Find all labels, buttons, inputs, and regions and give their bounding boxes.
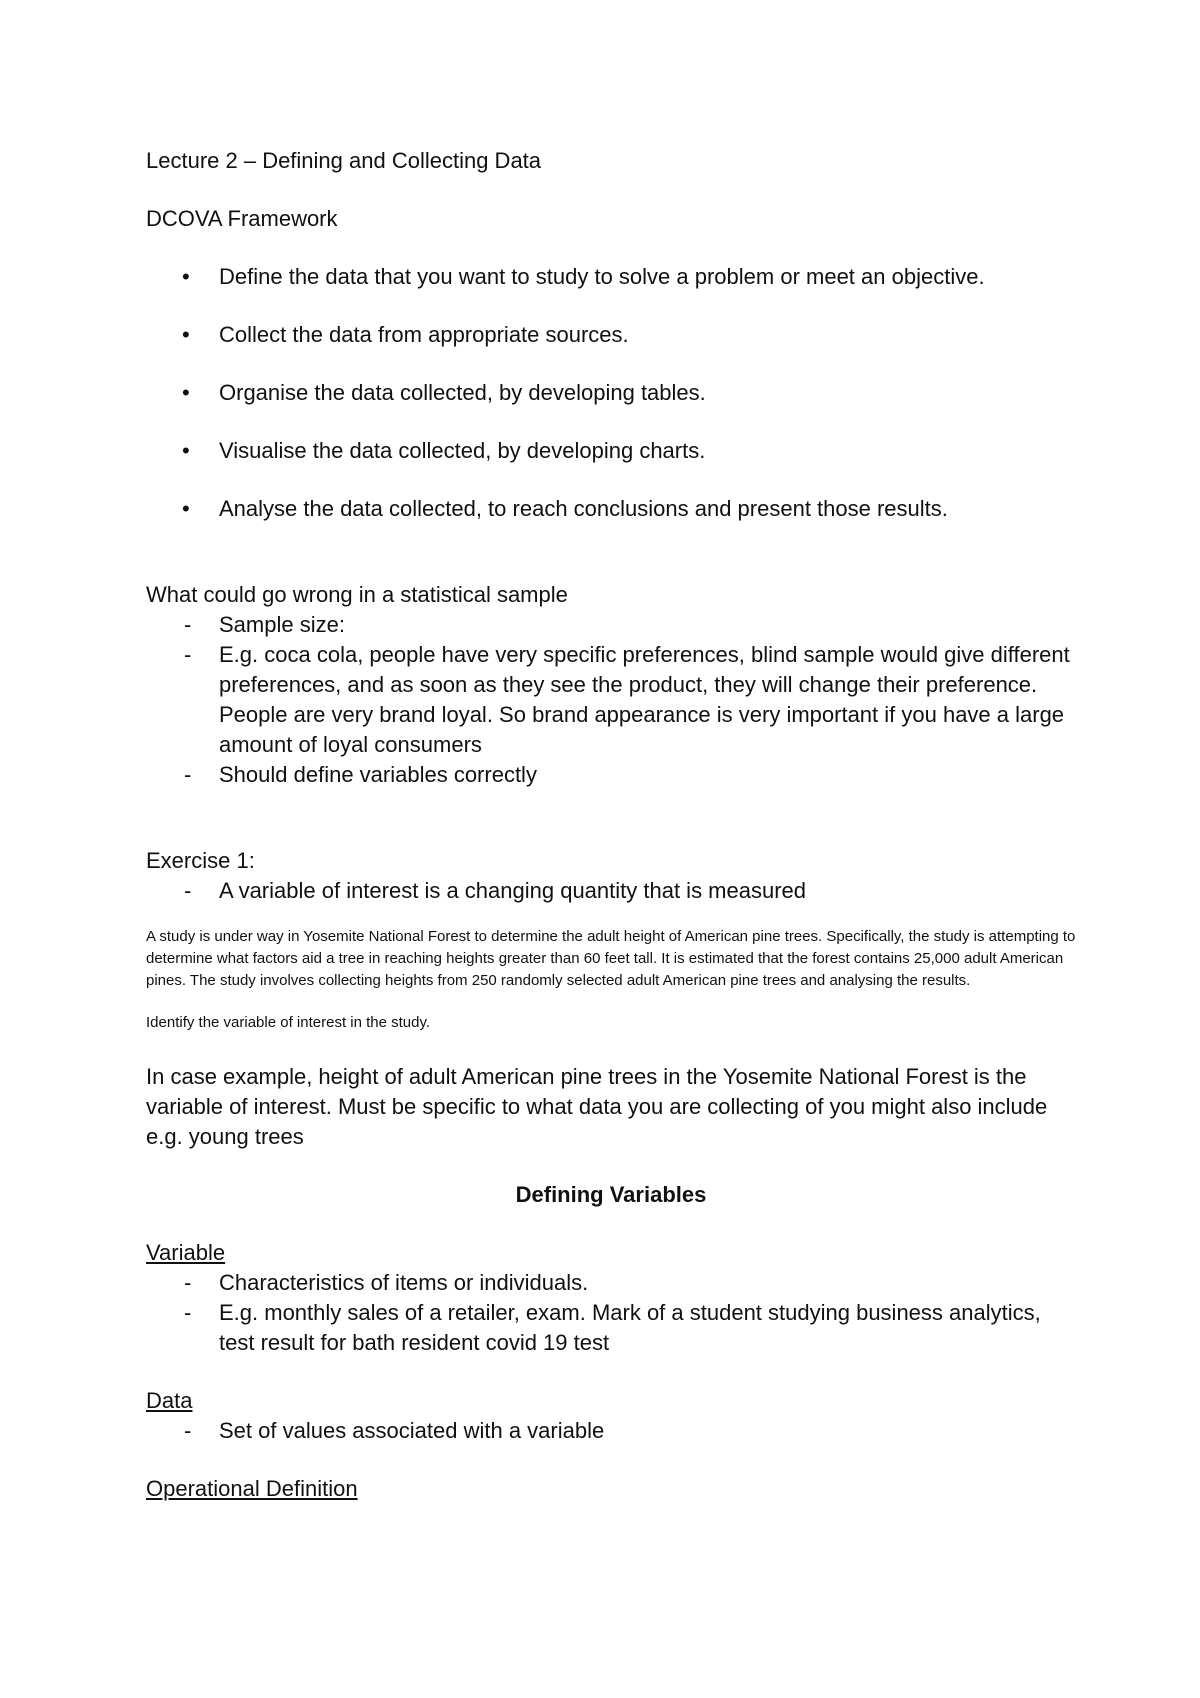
wrong-list — [146, 610, 1076, 790]
bullet-icon: • — [182, 322, 190, 347]
operational-heading: Operational Definition — [146, 1476, 358, 1501]
list-item: • Visualise the data collected, by developing charts. — [146, 436, 1076, 466]
list-item: • Collect the data from appropriate sources. — [146, 320, 1076, 350]
dcova-list — [146, 262, 1076, 524]
bullet-icon: • — [182, 380, 190, 405]
wrong-heading: What could go wrong in a statistical sample — [146, 582, 568, 607]
dash-icon: - — [184, 1418, 192, 1443]
section-heading: Defining Variables — [515, 1182, 707, 1207]
bullet-icon: • — [182, 438, 190, 463]
page-title: Lecture 2 – Defining and Collecting Data — [146, 148, 542, 173]
exercise-heading: Exercise 1: — [146, 848, 255, 873]
dash-icon: - — [184, 642, 192, 667]
dash-icon: - — [184, 1300, 192, 1325]
answer-paragraph: In case example, height of adult American pine trees in the Yosemite National Forest is the variable of interest. Must be specific to what data you are collecting of you might also include e.g. young trees — [146, 1064, 1048, 1149]
document-page — [146, 146, 1076, 1504]
bullet-icon: • — [182, 496, 190, 521]
list-item: - Characteristics of items or individuals. — [146, 1268, 1076, 1298]
exercise-list — [146, 876, 1076, 906]
list-item: - E.g. monthly sales of a retailer, exam. Mark of a student studying business analytics, test result for bath resident covid 19 test — [184, 1300, 1041, 1355]
list-item: - E.g. coca cola, people have very specific preferences, blind sample would give different preferences, and as soon as they see the product, they will change their preference. People are very brand loyal. So brand appearance is very important if you have a large amount of loyal consumers — [184, 642, 1070, 757]
dash-icon: - — [184, 1270, 192, 1295]
list-item: • Analyse the data collected, to reach conclusions and present those results. — [146, 494, 1076, 524]
dash-icon: - — [184, 878, 192, 903]
data-heading: Data — [146, 1388, 193, 1413]
study-paragraph: A study is under way in Yosemite National Forest to determine the adult height of American pine trees. Specifically, the study is attempting to determine what factors aid a tree in reaching heights greater than 60 feet tall. It is estimated that the forest contains 25,000 adult American pines. The study involves collecting heights from 250 randomly selected adult American pine trees and analysing the results. — [146, 928, 1076, 989]
dash-icon: - — [184, 762, 192, 787]
list-item: • Organise the data collected, by developing tables. — [146, 378, 1076, 408]
list-item: • Define the data that you want to study to solve a problem or meet an objective. — [146, 262, 1076, 292]
bullet-icon: • — [182, 264, 190, 289]
dash-icon: - — [184, 612, 192, 637]
variable-heading: Variable — [146, 1240, 226, 1265]
framework-heading: DCOVA Framework — [146, 206, 338, 231]
list-item: - A variable of interest is a changing quantity that is measured — [146, 876, 1076, 906]
variable-list — [146, 1268, 1076, 1358]
list-item: - Sample size: — [146, 610, 1076, 640]
list-item: - Set of values associated with a variable — [146, 1416, 1076, 1446]
list-item: - Should define variables correctly — [146, 760, 1076, 790]
identify-question: Identify the variable of interest in the study. — [146, 1014, 431, 1031]
data-list — [146, 1416, 1076, 1446]
